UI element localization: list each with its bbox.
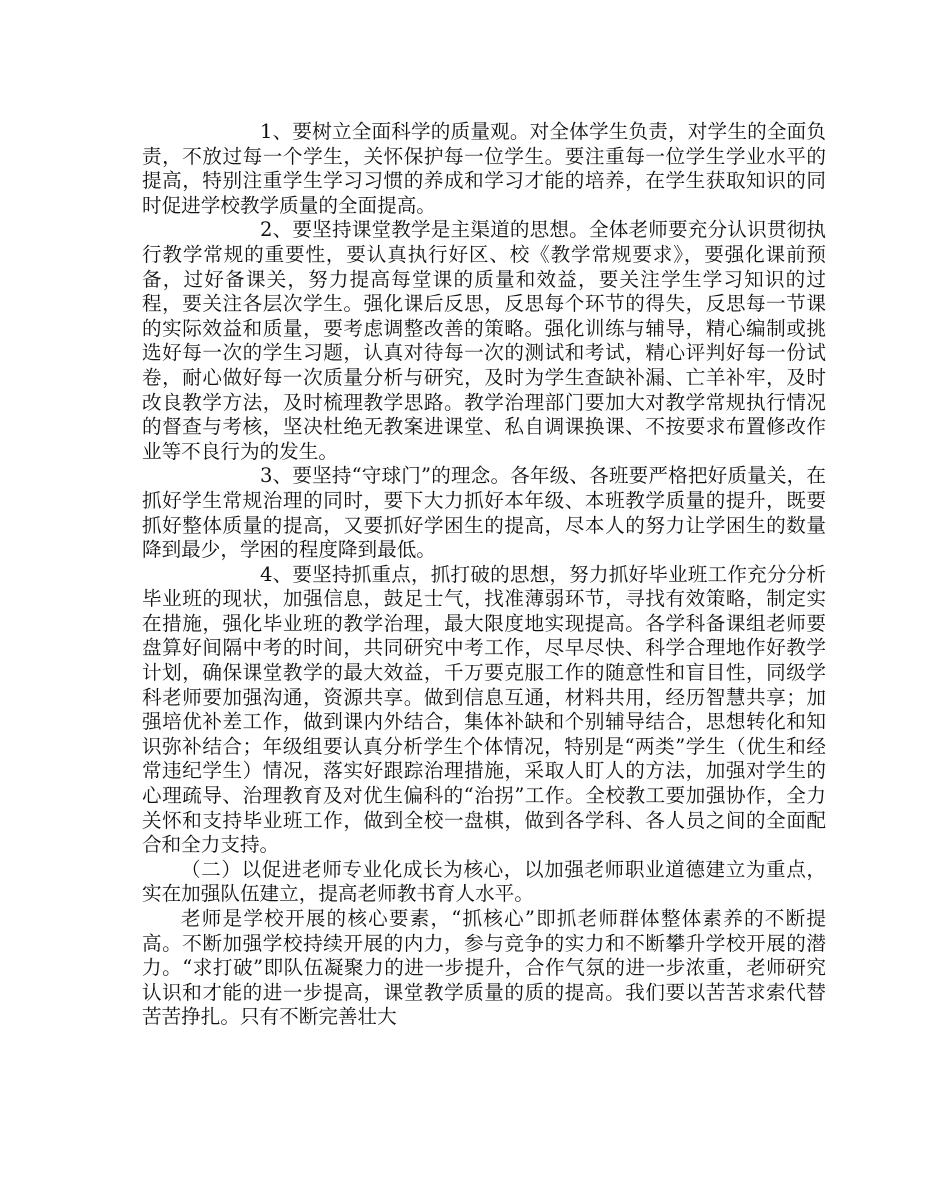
section-heading-2: （二）以促进老师专业化成长为核心，以加强老师职业道德建立为重点，实在加强队伍建立，提高老师教书育人水平。 xyxy=(142,857,826,906)
paragraph-item-3: 3、要坚持“守球门”的理念。各年级、各班要严格把好质量关，在抓好学生常规治理的同时，要下大力抓好本年级、本班教学质量的提升，既要抓好整体质量的提高，又要抓好学困生的提高，尽本人的努力让学困生的数量降到最少，学困的程度降到最低。 xyxy=(142,464,826,562)
document-body xyxy=(142,120,826,1030)
paragraph-item-1: 1、要树立全面科学的质量观。对全体学生负责，对学生的全面负责，不放过每一个学生，关怀保护每一位学生。要注重每一位学生学业水平的提高，特别注重学生学习习惯的养成和学习才能的培养，在学生获取知识的同时促进学校教学质量的全面提高。 xyxy=(142,120,826,217)
paragraph-teachers: 老师是学校开展的核心要素，“抓核心”即抓老师群体整体素养的不断提高。不断加强学校持续开展的内力，参与竞争的实力和不断攀升学校开展的潜力。“求打破”即队伍凝聚力的进一步提升，合作气氛的进一步浓重，老师研究认识和才能的进一步提高，课堂教学质量的质的提高。我们要以苦苦求索代替苦苦挣扎。只有不断完善壮大 xyxy=(142,907,826,1029)
paragraph-item-2: 2、要坚持课堂教学是主渠道的思想。全体老师要充分认识贯彻执行教学常规的重要性，要认真执行好区、校《教学常规要求》，要强化课前预备，过好备课关，努力提高每堂课的质量和效益，要关注学生学习知识的过程，要关注各层次学生。强化课后反思，反思每个环节的得失，反思每一节课的实际效益和质量，要考虑调整改善的策略。强化训练与辅导，精心编制或挑选好每一次的学生习题，认真对待每一次的测试和考试，精心评判好每一份试卷，耐心做好每一次质量分析与研究，及时为学生查缺补漏、亡羊补牢，及时改良教学方法，及时梳理教学思路。教学治理部门要加大对教学常规执行情况的督查与考核，坚决杜绝无教案进课堂、私自调课换课、不按要求布置修改作业等不良行为的发生。 xyxy=(142,218,826,463)
paragraph-item-4: 4、要坚持抓重点，抓打破的思想，努力抓好毕业班工作充分分析毕业班的现状，加强信息，鼓足士气，找准薄弱环节，寻找有效策略，制定实在措施，强化毕业班的教学治理，最大限度地实现提高。各学科备课组老师要盘算好间隔中考的时间，共同研究中考工作，尽早尽快、科学合理地作好教学计划，确保课堂教学的最大效益，千万要克服工作的随意性和盲目性，同级学科老师要加强沟通，资源共享。做到信息互通，材料共用，经历智慧共享；加强培优补差工作，做到课内外结合，集体补缺和个别辅导结合，思想转化和知识弥补结合；年级组要认真分析学生个体情况，特别是“两类”学生（优生和经常违纪学生）情况，落实好跟踪治理措施，采取人盯人的方法，加强对学生的心理疏导、治理教育及对优生偏科的“治拐”工作。全校教工要加强协作，全力关怀和支持毕业班工作，做到全校一盘棋，做到各学科、各人员之间的全面配合和全力支持。 xyxy=(142,562,826,857)
